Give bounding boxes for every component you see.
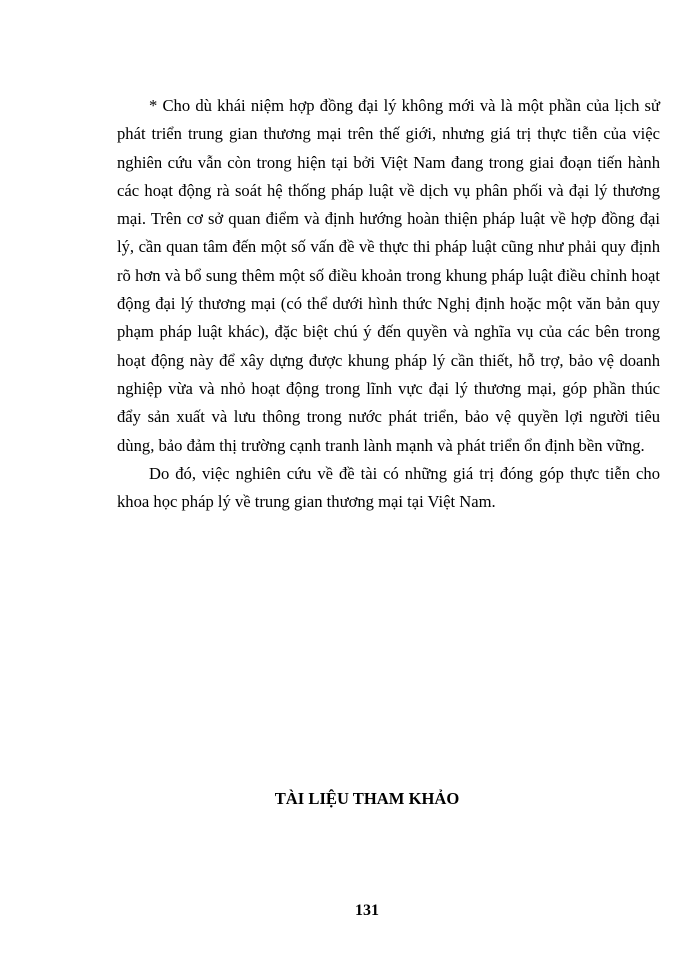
- references-heading: TÀI LIỆU THAM KHẢO: [274, 789, 460, 808]
- page-number: 131: [355, 902, 379, 919]
- paragraph-1: * Cho dù khái niệm hợp đồng đại lý không mới và là một phần của lịch sử phát triển trung gian thương mại trên thế giới, nhưng giá trị thực tiễn của việc nghiên cứu vẫn còn trong hiện tại bởi Việt Nam đang trong giai đoạn tiến hành các hoạt động rà soát hệ thống pháp luật về dịch vụ phân phối và đại lý thương mại. Trên cơ sở quan điểm và định hướng hoàn thiện pháp luật về hợp đồng đại lý, cần quan tâm đến một số vấn đề về thực thi pháp luật cũng như phải quy định rõ hơn và bổ sung thêm một số điều khoản trong khung pháp luật điều chỉnh hoạt động đại lý thương mại (có thể dưới hình thức Nghị định hoặc một văn bản quy phạm pháp luật khác), đặc biệt chú ý đến quyền và nghĩa vụ của các bên trong hoạt động này để xây dựng được khung pháp lý cần thiết, hỗ trợ, bảo vệ doanh nghiệp vừa và nhỏ hoạt động trong lĩnh vực đại lý thương mại, góp phần thúc đẩy sản xuất và lưu thông trong nước phát triển, bảo vệ quyền lợi người tiêu dùng, bảo đảm thị trường cạnh tranh lành mạnh và phát triển ổn định bền vững.: [117, 96, 660, 455]
- body-text: [117, 92, 660, 516]
- paragraph-2: Do đó, việc nghiên cứu về đề tài có những giá trị đóng góp thực tiễn cho khoa học pháp lý về trung gian thương mại tại Việt Nam.: [117, 463, 660, 512]
